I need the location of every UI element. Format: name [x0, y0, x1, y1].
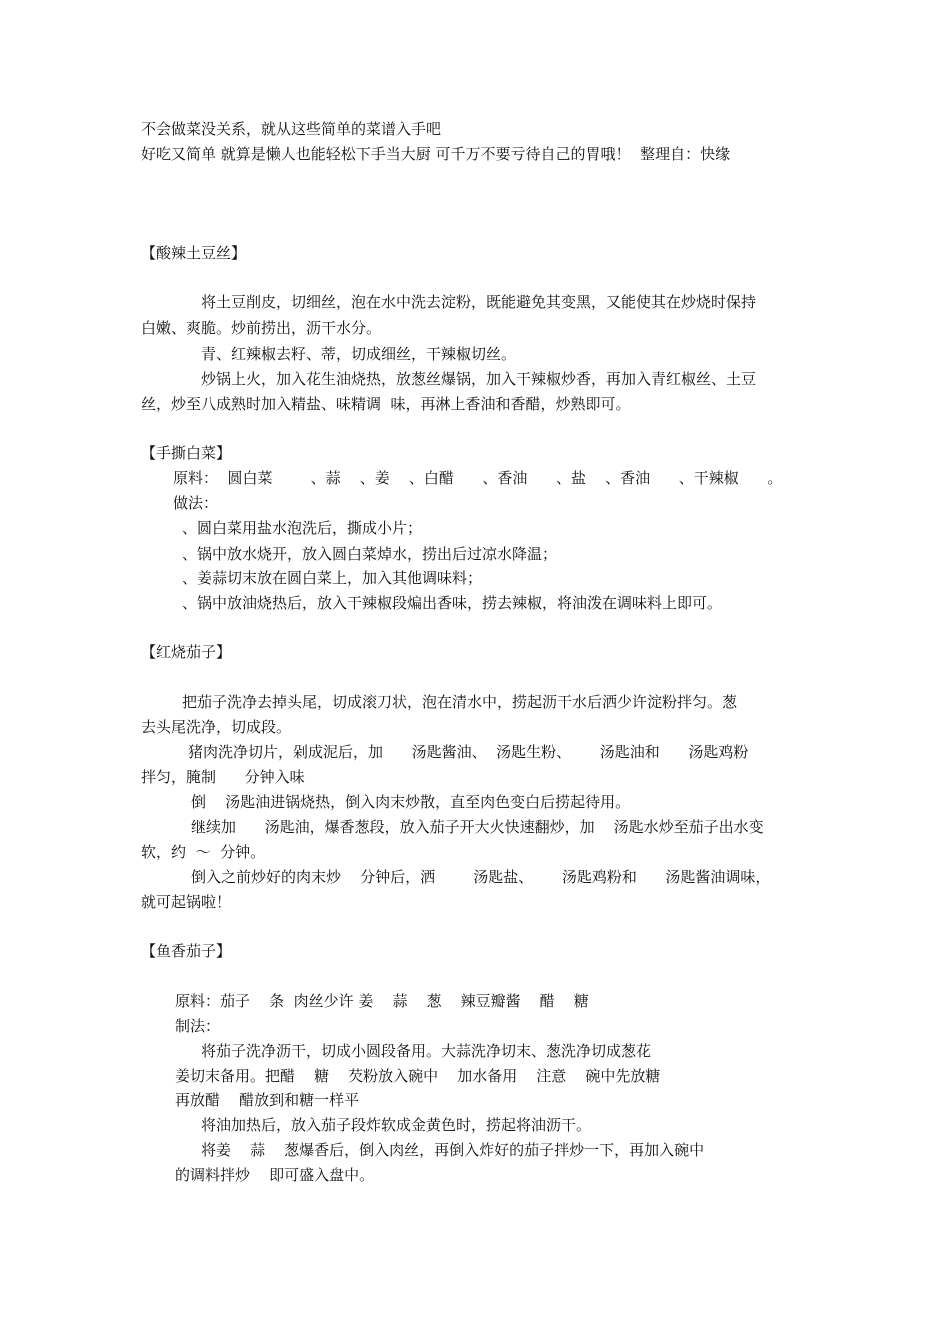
recipe-text-line: 倒入之前炒好的肉末炒 分钟后，洒 汤匙盐、 汤匙鸡粉和 汤匙酱油调味，: [191, 868, 771, 886]
recipe-text-line: 、锅中放水烧开，放入圆白菜焯水，捞出后过凉水降温；: [182, 545, 558, 563]
recipe-text-line: 白嫩、爽脆。炒前捞出，沥干水分。: [141, 319, 382, 337]
recipe-text-line: 青、红辣椒去籽、蒂，切成细丝，干辣椒切丝。: [201, 345, 517, 363]
recipe-title: 【红烧茄子】: [141, 643, 232, 661]
recipe-text-line: 继续加 汤匙油，爆香葱段，放入茄子开大火快速翻炒，加 汤匙水炒至茄子出水变: [191, 818, 764, 836]
recipe-text-line: 去头尾洗净，切成段。: [141, 718, 292, 736]
recipe-text-line: 将姜 蒜 葱爆香后，倒入肉丝，再倒入炸好的茄子拌炒一下，再加入碗中: [201, 1141, 705, 1159]
recipe-text-line: 拌匀，腌制 分钟入味: [141, 768, 305, 786]
recipe-text-line: 、锅中放油烧热后，放入干辣椒段煸出香味，捞去辣椒，将油泼在调味料上即可。: [182, 594, 723, 612]
intro-line: 不会做菜没关系，就从这些简单的菜谱入手吧: [141, 120, 442, 138]
recipe-text-line: 把茄子洗净去掉头尾，切成滚刀状，泡在清水中，捞起沥干水后洒少许淀粉拌匀。葱: [182, 693, 738, 711]
recipe-text-line: 炒锅上火，加入花生油烧热，放葱丝爆锅，加入干辣椒炒香，再加入青红椒丝、土豆: [201, 370, 757, 388]
recipe-text-line: 再放醋 醋放到和糖一样平: [175, 1091, 360, 1109]
recipe-text-line: 软，约 ～ 分钟。: [141, 843, 266, 861]
recipe-text-line: 、姜蒜切末放在圆白菜上，加入其他调味料；: [182, 569, 483, 587]
recipe-title: 【酸辣土豆丝】: [141, 244, 247, 262]
recipe-text-line: 倒 汤匙油进锅烧热，倒入肉末炒散，直至肉色变白后捞起待用。: [191, 793, 631, 811]
recipe-text-line: 、圆白菜用盐水泡洗后，撕成小片；: [182, 519, 423, 537]
recipe-text-line: 制法：: [175, 1017, 221, 1035]
recipe-text-line: 姜切末备用。把醋 糖 芡粉放入碗中 加水备用 注意 碗中先放糖: [175, 1067, 661, 1085]
recipe-title: 【鱼香茄子】: [141, 942, 232, 960]
recipe-text-line: 的调料拌炒 即可盛入盘中。: [175, 1166, 375, 1184]
recipe-text-line: 原料： 圆白菜 、蒜 、姜 、白醋 、香油 、盐 、香油 、干辣椒 。: [173, 469, 783, 487]
recipe-text-line: 将油加热后，放入茄子段炸软成金黄色时，捞起将油沥干。: [201, 1116, 592, 1134]
recipe-text-line: 丝，炒至八成熟时加入精盐、味精调 味，再淋上香油和香醋，炒熟即可。: [141, 395, 631, 413]
recipe-text-line: 猪肉洗净切片，剁成泥后，加 汤匙酱油、 汤匙生粉、 汤匙油和 汤匙鸡粉: [188, 743, 749, 761]
recipe-text-line: 将土豆削皮，切细丝，泡在水中洗去淀粉，既能避免其变黑，又能使其在炒烧时保持: [201, 293, 757, 311]
recipe-text-line: 就可起锅啦！: [141, 893, 232, 911]
intro-line: 好吃又简单 就算是懒人也能轻松下手当大厨 可千万不要亏待自己的胃哦！ 整理自：快缘: [141, 145, 731, 163]
recipe-title: 【手撕白菜】: [141, 444, 232, 462]
recipe-text-line: 做法：: [173, 494, 219, 512]
recipe-text-line: 原料：茄子 条 肉丝少许 姜 蒜 葱 辣豆瓣酱 醋 糖: [175, 992, 589, 1010]
recipe-text-line: 将茄子洗净沥干，切成小圆段备用。大蒜洗净切末、葱洗净切成葱花: [201, 1042, 652, 1060]
